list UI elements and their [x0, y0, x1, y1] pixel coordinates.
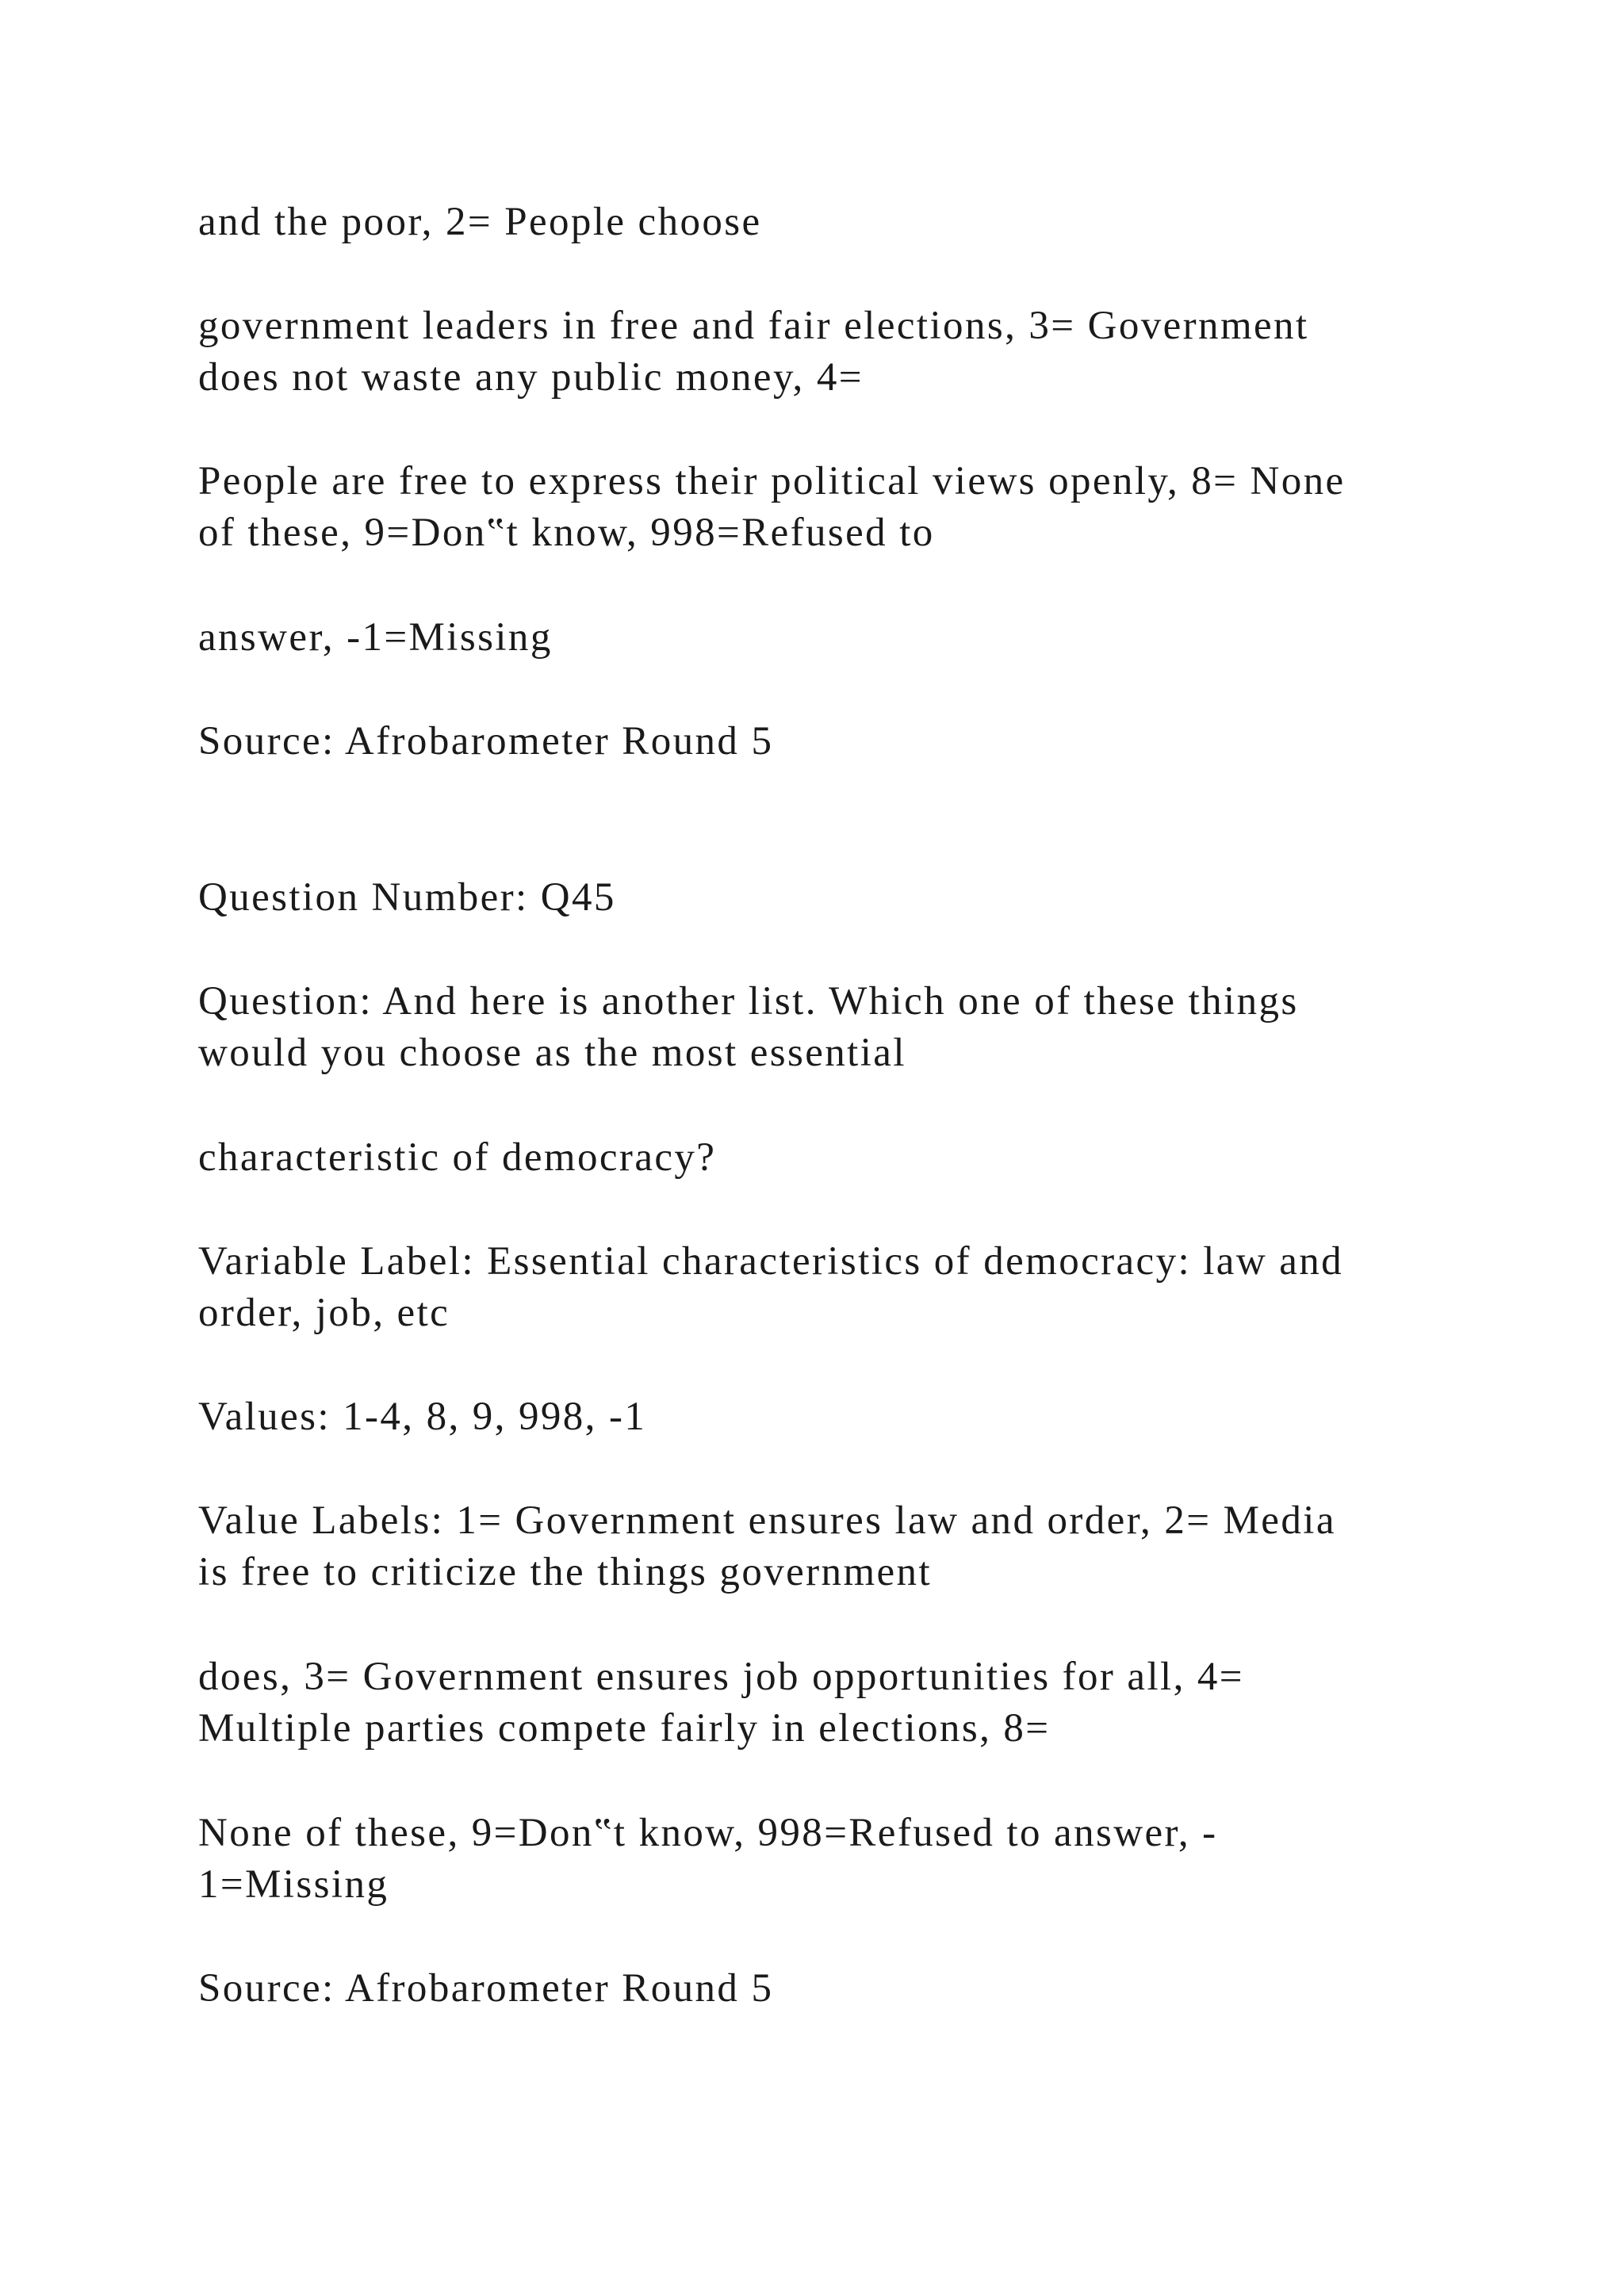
paragraph-question: Question: And here is another list. Which one of these things would you choose as the most essential	[198, 979, 1299, 1075]
paragraph-question-continued: characteristic of democracy?	[198, 1135, 717, 1180]
paragraph-value-labels-continued: None of these, 9=Don‟t know, 998=Refused to answer, - 1=Missing	[198, 1811, 1218, 1907]
paragraph-source: Source: Afrobarometer Round 5	[198, 719, 774, 763]
paragraph-value-labels-continued: government leaders in free and fair elections, 3= Government does not waste any public money, 4=	[198, 304, 1309, 400]
paragraph-value-labels-continued: answer, -1=Missing	[198, 615, 553, 660]
paragraph-value-labels-continued: and the poor, 2= People choose	[198, 200, 762, 244]
paragraph-values: Values: 1-4, 8, 9, 998, -1	[198, 1395, 647, 1439]
paragraph-value-labels-continued: does, 3= Government ensures job opportunities for all, 4= Multiple parties compete fairly in elections, 8=	[198, 1655, 1244, 1751]
paragraph-value-labels: Value Labels: 1= Government ensures law and order, 2= Media is free to criticize the things government	[198, 1498, 1336, 1594]
paragraph-variable-label: Variable Label: Essential characteristics of democracy: law and order, job, etc	[198, 1239, 1344, 1335]
paragraph-question-number: Question Number: Q45	[198, 875, 616, 920]
paragraph-source: Source: Afrobarometer Round 5	[198, 1966, 774, 2011]
paragraph-value-labels-continued: People are free to express their political views openly, 8= None of these, 9=Don‟t know, 998=Refused to	[198, 459, 1346, 555]
